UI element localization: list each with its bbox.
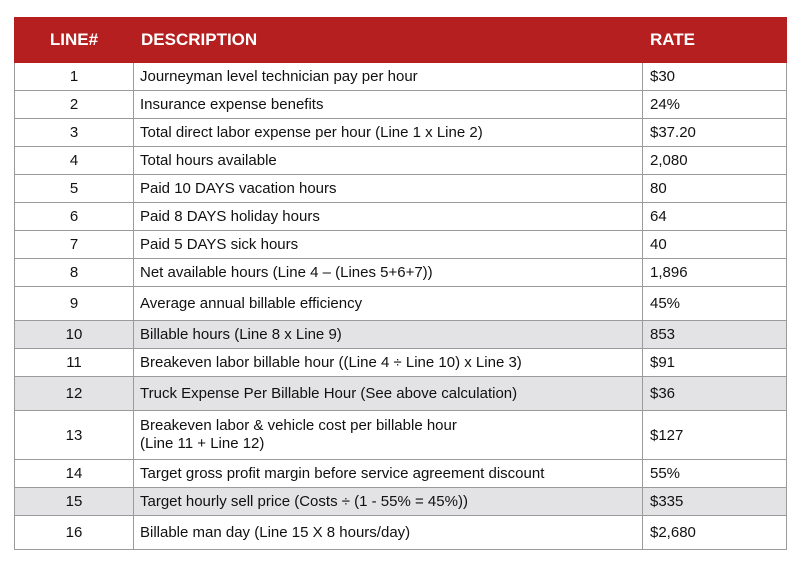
line-cell: 2 bbox=[15, 91, 134, 119]
table-row bbox=[15, 175, 787, 203]
line-cell: 7 bbox=[15, 231, 134, 259]
rate-cell: $2,680 bbox=[643, 516, 787, 550]
header-line: LINE# bbox=[15, 18, 134, 63]
rate-cell: 2,080 bbox=[643, 147, 787, 175]
table-row bbox=[15, 147, 787, 175]
table-row bbox=[15, 377, 787, 411]
rate-cell: $91 bbox=[643, 349, 787, 377]
line-cell: 1 bbox=[15, 63, 134, 91]
line-cell: 8 bbox=[15, 259, 134, 287]
table-row bbox=[15, 460, 787, 488]
table-row bbox=[15, 516, 787, 550]
line-cell: 6 bbox=[15, 203, 134, 231]
header-row bbox=[15, 18, 787, 63]
description-cell bbox=[134, 411, 643, 460]
description-cell: Average annual billable efficiency bbox=[134, 287, 643, 321]
description-line-1: Breakeven labor & vehicle cost per billable hour bbox=[140, 417, 457, 434]
table-row bbox=[15, 287, 787, 321]
line-cell: 9 bbox=[15, 287, 134, 321]
line-cell: 11 bbox=[15, 349, 134, 377]
table-row bbox=[15, 231, 787, 259]
description-cell: Insurance expense benefits bbox=[134, 91, 643, 119]
table-row bbox=[15, 259, 787, 287]
line-cell: 13 bbox=[15, 411, 134, 460]
description-cell: Truck Expense Per Billable Hour (See above calculation) bbox=[134, 377, 643, 411]
line-cell: 4 bbox=[15, 147, 134, 175]
line-cell: 14 bbox=[15, 460, 134, 488]
labor-rate-table bbox=[14, 17, 787, 550]
rate-cell: $335 bbox=[643, 488, 787, 516]
table-row bbox=[15, 91, 787, 119]
rate-cell: 55% bbox=[643, 460, 787, 488]
description-line-2: (Line 11 + Line 12) bbox=[140, 435, 265, 452]
rate-cell: 853 bbox=[643, 321, 787, 349]
description-cell: Breakeven labor billable hour ((Line 4 ÷ Line 10) x Line 3) bbox=[134, 349, 643, 377]
description-cell: Journeyman level technician pay per hour bbox=[134, 63, 643, 91]
rate-cell: 1,896 bbox=[643, 259, 787, 287]
rate-cell: 24% bbox=[643, 91, 787, 119]
description-cell: Total hours available bbox=[134, 147, 643, 175]
table-row bbox=[15, 488, 787, 516]
line-cell: 12 bbox=[15, 377, 134, 411]
table-row bbox=[15, 321, 787, 349]
rate-cell: $127 bbox=[643, 411, 787, 460]
table-row bbox=[15, 203, 787, 231]
header-rate: RATE bbox=[643, 18, 787, 63]
rate-cell: $37.20 bbox=[643, 119, 787, 147]
line-cell: 5 bbox=[15, 175, 134, 203]
description-cell: Target gross profit margin before service agreement discount bbox=[134, 460, 643, 488]
description-cell: Net available hours (Line 4 – (Lines 5+6+7)) bbox=[134, 259, 643, 287]
table-row bbox=[15, 411, 787, 460]
rate-cell: 45% bbox=[643, 287, 787, 321]
table-row bbox=[15, 63, 787, 91]
line-cell: 15 bbox=[15, 488, 134, 516]
description-cell: Billable man day (Line 15 X 8 hours/day) bbox=[134, 516, 643, 550]
rate-cell: 64 bbox=[643, 203, 787, 231]
rate-cell: 80 bbox=[643, 175, 787, 203]
table-row bbox=[15, 119, 787, 147]
line-cell: 16 bbox=[15, 516, 134, 550]
line-cell: 3 bbox=[15, 119, 134, 147]
description-cell: Target hourly sell price (Costs ÷ (1 - 55% = 45%)) bbox=[134, 488, 643, 516]
table-row bbox=[15, 349, 787, 377]
rate-cell: $30 bbox=[643, 63, 787, 91]
description-cell: Billable hours (Line 8 x Line 9) bbox=[134, 321, 643, 349]
description-cell: Paid 5 DAYS sick hours bbox=[134, 231, 643, 259]
header-description: DESCRIPTION bbox=[134, 18, 643, 63]
rate-cell: 40 bbox=[643, 231, 787, 259]
description-cell: Paid 10 DAYS vacation hours bbox=[134, 175, 643, 203]
line-cell: 10 bbox=[15, 321, 134, 349]
description-cell: Paid 8 DAYS holiday hours bbox=[134, 203, 643, 231]
rate-cell: $36 bbox=[643, 377, 787, 411]
description-cell: Total direct labor expense per hour (Line 1 x Line 2) bbox=[134, 119, 643, 147]
